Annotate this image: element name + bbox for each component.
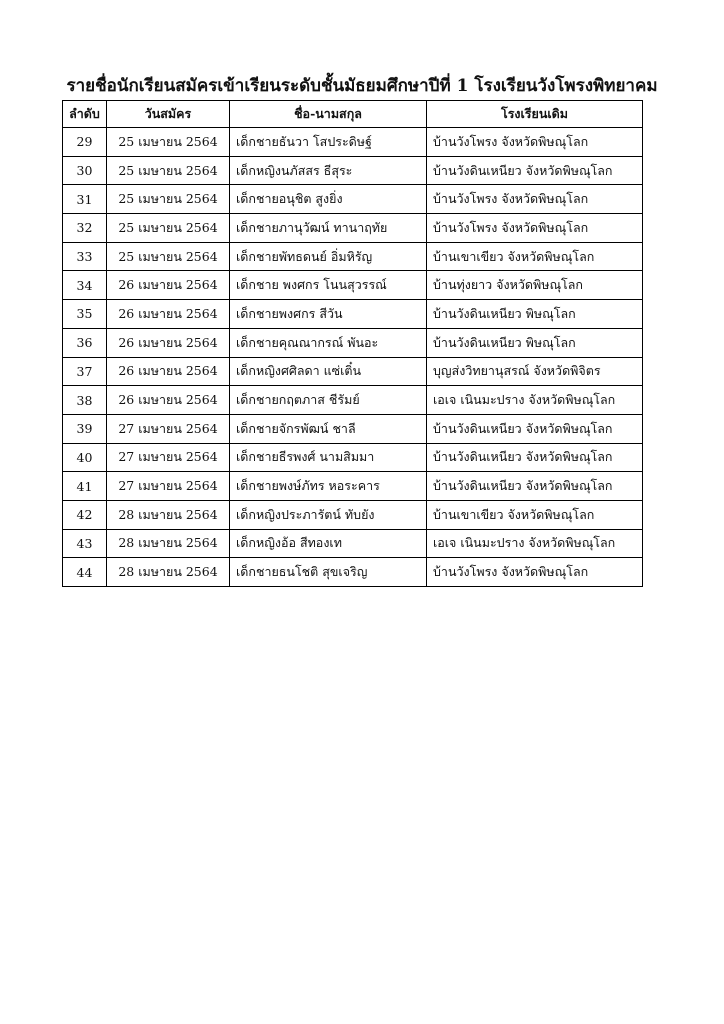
row-name: เด็กหญิงศศิลดา แซ่เติ๋น	[230, 357, 427, 386]
row-no: 40	[63, 443, 107, 472]
row-date: 25 เมษายน 2564	[107, 156, 230, 185]
row-no: 39	[63, 414, 107, 443]
row-school: บ้านเขาเขียว จังหวัดพิษณุโลก	[427, 242, 643, 271]
row-school: บ้านวังโพรง จังหวัดพิษณุโลก	[427, 558, 643, 587]
table-row	[63, 443, 643, 472]
row-no: 42	[63, 500, 107, 529]
row-school: บ้านเขาเขียว จังหวัดพิษณุโลก	[427, 500, 643, 529]
row-name: เด็กหญิงอ้อ สีทองเท	[230, 529, 427, 558]
row-no: 44	[63, 558, 107, 587]
row-name: เด็กชายธีรพงศ์ นามสิมมา	[230, 443, 427, 472]
row-no: 29	[63, 128, 107, 157]
row-no: 30	[63, 156, 107, 185]
table-row	[63, 357, 643, 386]
table-row	[63, 386, 643, 415]
row-name: เด็กหญิงนภัสสร ธีสุระ	[230, 156, 427, 185]
row-no: 34	[63, 271, 107, 300]
row-no: 37	[63, 357, 107, 386]
header-no: ลำดับ	[63, 101, 107, 128]
row-name: เด็กชายกฤตภาส ชีรัมย์	[230, 386, 427, 415]
row-no: 31	[63, 185, 107, 214]
row-date: 25 เมษายน 2564	[107, 214, 230, 243]
table-row	[63, 185, 643, 214]
row-date: 25 เมษายน 2564	[107, 242, 230, 271]
table-row	[63, 558, 643, 587]
row-school: บ้านวังดินเหนียว จังหวัดพิษณุโลก	[427, 472, 643, 501]
table-row	[63, 271, 643, 300]
table-header-row	[63, 101, 643, 128]
row-date: 27 เมษายน 2564	[107, 414, 230, 443]
row-school: บ้านวังโพรง จังหวัดพิษณุโลก	[427, 185, 643, 214]
row-no: 35	[63, 300, 107, 329]
row-date: 27 เมษายน 2564	[107, 443, 230, 472]
table-row	[63, 300, 643, 329]
row-name: เด็กชายพัทธดนย์ อิ่มหิรัญ	[230, 242, 427, 271]
row-name: เด็กชายภานุวัฒน์ ทานาฤทัย	[230, 214, 427, 243]
table-row	[63, 128, 643, 157]
row-date: 28 เมษายน 2564	[107, 500, 230, 529]
row-no: 38	[63, 386, 107, 415]
row-name: เด็กชาย พงศกร โนนสุวรรณ์	[230, 271, 427, 300]
row-date: 28 เมษายน 2564	[107, 529, 230, 558]
row-school: บ้านวังดินเหนียว จังหวัดพิษณุโลก	[427, 443, 643, 472]
row-school: บ้านวังดินเหนียว จังหวัดพิษณุโลก	[427, 414, 643, 443]
row-school: บ้านวังโพรง จังหวัดพิษณุโลก	[427, 128, 643, 157]
row-name: เด็กชายพงษ์ภัทร หอระคาร	[230, 472, 427, 501]
row-name: เด็กชายจักรพัฒน์ ชาลี	[230, 414, 427, 443]
row-name: เด็กชายธนโชติ สุขเจริญ	[230, 558, 427, 587]
table-row	[63, 328, 643, 357]
applicant-table	[62, 100, 643, 587]
row-date: 25 เมษายน 2564	[107, 128, 230, 157]
row-school: บุญส่งวิทยานุสรณ์ จังหวัดพิจิตร	[427, 357, 643, 386]
row-date: 26 เมษายน 2564	[107, 386, 230, 415]
row-school: บ้านทุ่งยาว จังหวัดพิษณุโลก	[427, 271, 643, 300]
table-row	[63, 214, 643, 243]
table-row	[63, 414, 643, 443]
row-no: 43	[63, 529, 107, 558]
page-title: รายชื่อนักเรียนสมัครเข้าเรียนระดับชั้นมัธยมศึกษาปีที่ 1 โรงเรียนวังโพรงพิทยาคม	[66, 76, 658, 96]
row-name: เด็กชายพงศกร สีวัน	[230, 300, 427, 329]
row-date: 28 เมษายน 2564	[107, 558, 230, 587]
row-name: เด็กหญิงประภารัตน์ ทับยัง	[230, 500, 427, 529]
row-no: 41	[63, 472, 107, 501]
row-school: บ้านวังดินเหนียว จังหวัดพิษณุโลก	[427, 156, 643, 185]
table-row	[63, 529, 643, 558]
header-school: โรงเรียนเดิม	[427, 101, 643, 128]
row-date: 26 เมษายน 2564	[107, 271, 230, 300]
row-school: บ้านวังดินเหนียว พิษณุโลก	[427, 300, 643, 329]
row-no: 33	[63, 242, 107, 271]
row-date: 27 เมษายน 2564	[107, 472, 230, 501]
row-name: เด็กชายอนุชิต สูงยิ่ง	[230, 185, 427, 214]
table-row	[63, 500, 643, 529]
row-date: 26 เมษายน 2564	[107, 357, 230, 386]
row-date: 25 เมษายน 2564	[107, 185, 230, 214]
table-row	[63, 242, 643, 271]
row-school: บ้านวังโพรง จังหวัดพิษณุโลก	[427, 214, 643, 243]
row-school: บ้านวังดินเหนียว พิษณุโลก	[427, 328, 643, 357]
row-name: เด็กชายคุณณากรณ์ พันอะ	[230, 328, 427, 357]
row-no: 36	[63, 328, 107, 357]
row-school: เอเจ เนินมะปราง จังหวัดพิษณุโลก	[427, 386, 643, 415]
row-name: เด็กชายธันวา โสประดิษฐ์	[230, 128, 427, 157]
row-school: เอเจ เนินมะปราง จังหวัดพิษณุโลก	[427, 529, 643, 558]
table-row	[63, 156, 643, 185]
row-no: 32	[63, 214, 107, 243]
header-date: วันสมัคร	[107, 101, 230, 128]
table-row	[63, 472, 643, 501]
row-date: 26 เมษายน 2564	[107, 300, 230, 329]
header-name: ชื่อ-นามสกุล	[230, 101, 427, 128]
row-date: 26 เมษายน 2564	[107, 328, 230, 357]
